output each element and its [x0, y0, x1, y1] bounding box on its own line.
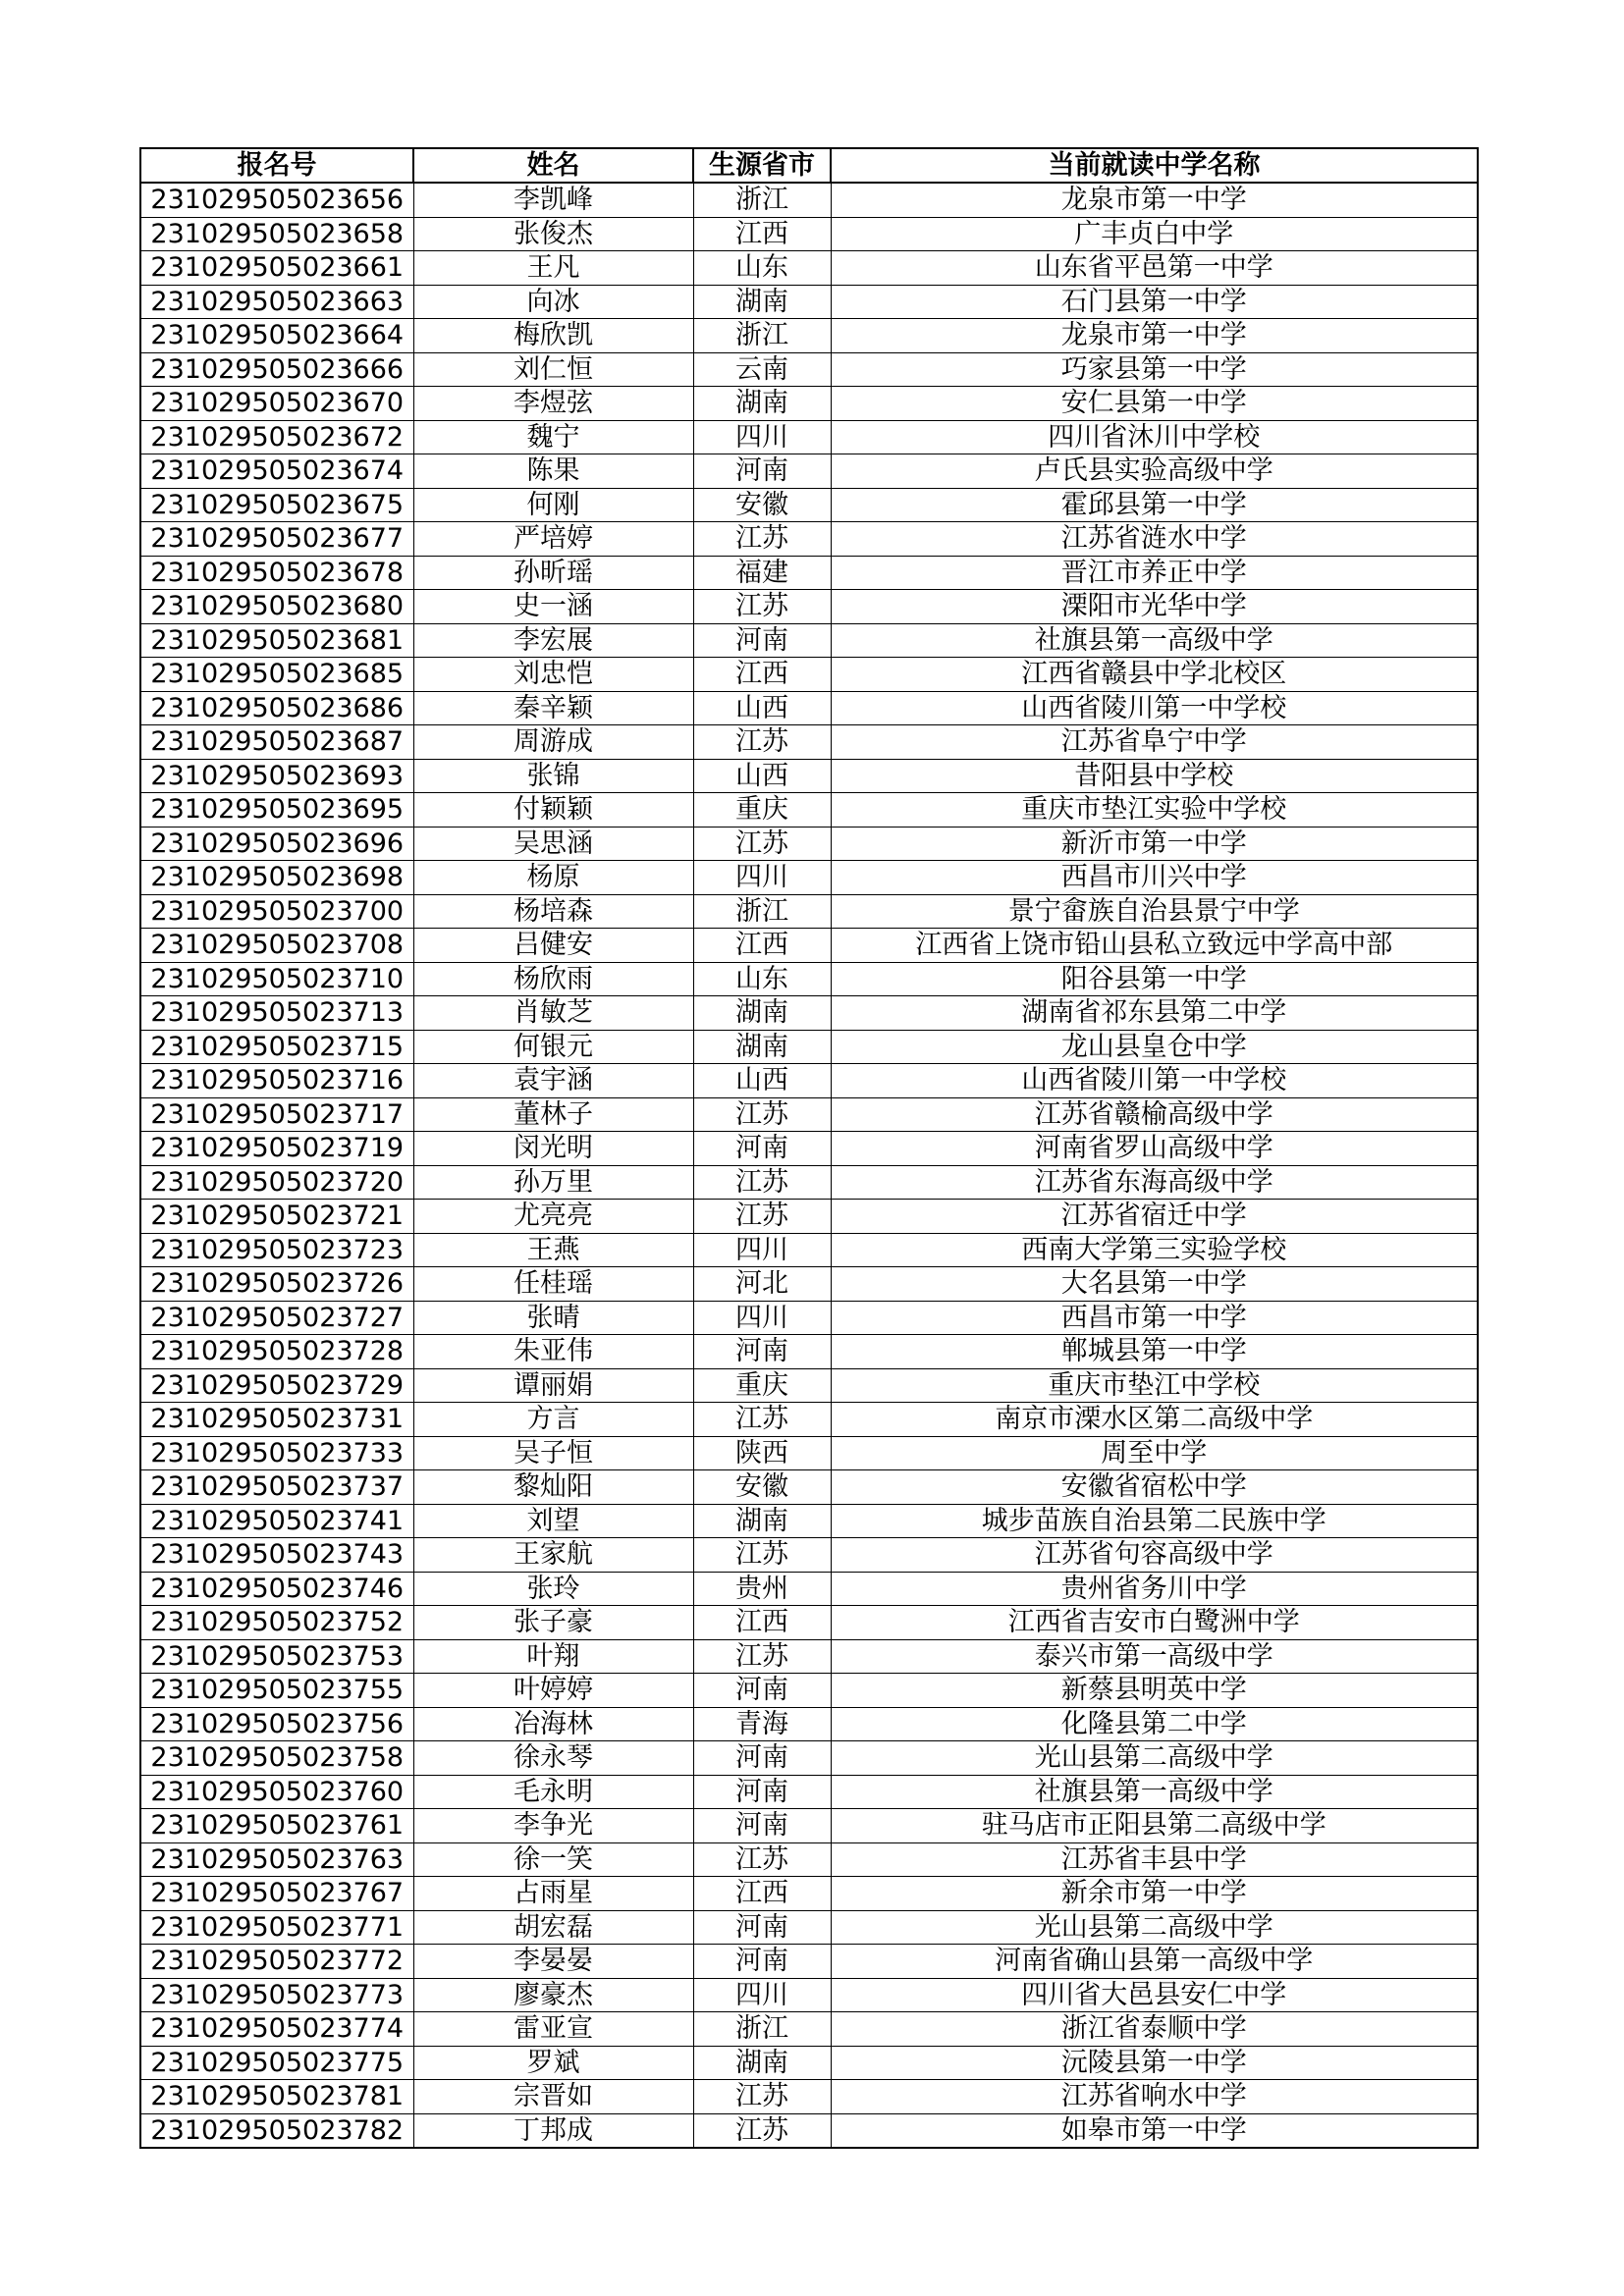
registration-number-cell: 231029505023782 — [140, 2113, 413, 2148]
name-cell: 朱亚伟 — [413, 1335, 693, 1369]
table-row — [140, 793, 1478, 828]
school-cell: 重庆市垫江实验中学校 — [831, 793, 1478, 828]
registration-number-cell: 231029505023720 — [140, 1165, 413, 1200]
school-cell: 西南大学第三实验学校 — [831, 1233, 1478, 1267]
name-cell: 陈果 — [413, 454, 693, 489]
name-cell: 李凯峰 — [413, 183, 693, 217]
registration-number-cell: 231029505023708 — [140, 929, 413, 963]
table-row — [140, 996, 1478, 1031]
province-cell: 浙江 — [693, 2012, 831, 2047]
name-cell: 史一涵 — [413, 590, 693, 624]
registration-number-cell: 231029505023731 — [140, 1403, 413, 1437]
school-cell: 江苏省涟水中学 — [831, 522, 1478, 557]
province-cell: 浙江 — [693, 894, 831, 929]
province-cell: 河南 — [693, 1910, 831, 1945]
table-row — [140, 1741, 1478, 1776]
province-cell: 河南 — [693, 1945, 831, 1979]
table-row — [140, 1945, 1478, 1979]
table-row — [140, 1606, 1478, 1640]
name-cell: 孙万里 — [413, 1165, 693, 1200]
registration-number-cell: 231029505023693 — [140, 759, 413, 793]
name-cell: 方言 — [413, 1403, 693, 1437]
province-cell: 河南 — [693, 454, 831, 489]
registration-number-cell: 231029505023696 — [140, 827, 413, 861]
name-cell: 王燕 — [413, 1233, 693, 1267]
name-cell: 张玲 — [413, 1572, 693, 1606]
province-cell: 湖南 — [693, 1030, 831, 1064]
name-cell: 杨培森 — [413, 894, 693, 929]
school-cell: 龙泉市第一中学 — [831, 319, 1478, 353]
registration-number-cell: 231029505023672 — [140, 420, 413, 454]
registration-number-cell: 231029505023761 — [140, 1809, 413, 1843]
table-row — [140, 623, 1478, 658]
name-cell: 梅欣凯 — [413, 319, 693, 353]
table-row — [140, 1978, 1478, 2012]
table-row — [140, 2080, 1478, 2114]
province-cell: 江苏 — [693, 522, 831, 557]
name-cell: 袁宇涵 — [413, 1064, 693, 1098]
province-cell: 江西 — [693, 1606, 831, 1640]
school-cell: 卢氏县实验高级中学 — [831, 454, 1478, 489]
name-cell: 廖豪杰 — [413, 1978, 693, 2012]
province-cell: 江苏 — [693, 725, 831, 760]
table-row — [140, 1064, 1478, 1098]
table-row — [140, 285, 1478, 319]
name-cell: 刘望 — [413, 1504, 693, 1538]
registration-number-cell: 231029505023658 — [140, 217, 413, 251]
table-row — [140, 1233, 1478, 1267]
registration-number-cell: 231029505023721 — [140, 1200, 413, 1234]
registration-number-cell: 231029505023743 — [140, 1538, 413, 1573]
province-cell: 山西 — [693, 691, 831, 725]
school-cell: 河南省确山县第一高级中学 — [831, 1945, 1478, 1979]
province-cell: 江苏 — [693, 1097, 831, 1132]
registration-number-cell: 231029505023733 — [140, 1436, 413, 1470]
name-cell: 杨原 — [413, 861, 693, 895]
name-cell: 张晴 — [413, 1301, 693, 1335]
table-row — [140, 1775, 1478, 1809]
table-row — [140, 1335, 1478, 1369]
province-cell: 江苏 — [693, 1639, 831, 1674]
registration-number-cell: 231029505023677 — [140, 522, 413, 557]
province-cell: 湖南 — [693, 387, 831, 421]
province-cell: 河南 — [693, 1809, 831, 1843]
table-row — [140, 1132, 1478, 1166]
table-row — [140, 1809, 1478, 1843]
province-cell: 河南 — [693, 1775, 831, 1809]
name-cell: 徐一笑 — [413, 1842, 693, 1877]
registration-number-cell: 231029505023698 — [140, 861, 413, 895]
name-cell: 叶翔 — [413, 1639, 693, 1674]
table-row — [140, 894, 1478, 929]
school-cell: 昔阳县中学校 — [831, 759, 1478, 793]
header-registration-number: 报名号 — [140, 148, 413, 183]
name-cell: 李煜弦 — [413, 387, 693, 421]
school-cell: 西昌市川兴中学 — [831, 861, 1478, 895]
name-cell: 张子豪 — [413, 1606, 693, 1640]
registration-number-cell: 231029505023700 — [140, 894, 413, 929]
province-cell: 安徽 — [693, 488, 831, 522]
province-cell: 河南 — [693, 623, 831, 658]
province-cell: 湖南 — [693, 1504, 831, 1538]
registration-number-cell: 231029505023713 — [140, 996, 413, 1031]
table-row — [140, 183, 1478, 217]
school-cell: 江苏省宿迁中学 — [831, 1200, 1478, 1234]
table-row — [140, 1572, 1478, 1606]
school-cell: 安徽省宿松中学 — [831, 1470, 1478, 1505]
table-row — [140, 1910, 1478, 1945]
school-cell: 江苏省阜宁中学 — [831, 725, 1478, 760]
school-cell: 浙江省泰顺中学 — [831, 2012, 1478, 2047]
name-cell: 付颖颖 — [413, 793, 693, 828]
registration-number-cell: 231029505023758 — [140, 1741, 413, 1776]
registration-number-cell: 231029505023767 — [140, 1877, 413, 1911]
name-cell: 周游成 — [413, 725, 693, 760]
province-cell: 河北 — [693, 1267, 831, 1302]
province-cell: 江西 — [693, 1877, 831, 1911]
header-name: 姓名 — [413, 148, 693, 183]
registration-number-cell: 231029505023727 — [140, 1301, 413, 1335]
table-row — [140, 1030, 1478, 1064]
registration-number-cell: 231029505023675 — [140, 488, 413, 522]
name-cell: 魏宁 — [413, 420, 693, 454]
name-cell: 雷亚宣 — [413, 2012, 693, 2047]
registration-number-cell: 231029505023680 — [140, 590, 413, 624]
name-cell: 肖敏芝 — [413, 996, 693, 1031]
school-cell: 贵州省务川中学 — [831, 1572, 1478, 1606]
table-row — [140, 1301, 1478, 1335]
registration-number-cell: 231029505023756 — [140, 1707, 413, 1741]
school-cell: 西昌市第一中学 — [831, 1301, 1478, 1335]
province-cell: 山西 — [693, 759, 831, 793]
table-row — [140, 1504, 1478, 1538]
province-cell: 江苏 — [693, 2080, 831, 2114]
name-cell: 徐永琴 — [413, 1741, 693, 1776]
name-cell: 秦辛颖 — [413, 691, 693, 725]
table-row — [140, 1165, 1478, 1200]
province-cell: 浙江 — [693, 319, 831, 353]
name-cell: 谭丽娟 — [413, 1368, 693, 1403]
province-cell: 湖南 — [693, 285, 831, 319]
province-cell: 江苏 — [693, 1842, 831, 1877]
school-cell: 江西省吉安市白鹭洲中学 — [831, 1606, 1478, 1640]
province-cell: 云南 — [693, 352, 831, 387]
registration-number-cell: 231029505023717 — [140, 1097, 413, 1132]
school-cell: 江苏省丰县中学 — [831, 1842, 1478, 1877]
school-cell: 江苏省赣榆高级中学 — [831, 1097, 1478, 1132]
name-cell: 叶婷婷 — [413, 1674, 693, 1708]
table-row — [140, 1436, 1478, 1470]
registration-number-cell: 231029505023664 — [140, 319, 413, 353]
name-cell: 孙昕瑶 — [413, 556, 693, 590]
province-cell: 陕西 — [693, 1436, 831, 1470]
school-cell: 社旗县第一高级中学 — [831, 623, 1478, 658]
name-cell: 丁邦成 — [413, 2113, 693, 2148]
registration-number-cell: 231029505023737 — [140, 1470, 413, 1505]
table-row — [140, 1267, 1478, 1302]
province-cell: 江苏 — [693, 1538, 831, 1573]
registration-number-cell: 231029505023685 — [140, 658, 413, 692]
province-cell: 浙江 — [693, 183, 831, 217]
school-cell: 山西省陵川第一中学校 — [831, 691, 1478, 725]
school-cell: 大名县第一中学 — [831, 1267, 1478, 1302]
registration-number-cell: 231029505023760 — [140, 1775, 413, 1809]
province-cell: 河南 — [693, 1335, 831, 1369]
province-cell: 江西 — [693, 929, 831, 963]
name-cell: 毛永明 — [413, 1775, 693, 1809]
registration-number-cell: 231029505023746 — [140, 1572, 413, 1606]
table-row — [140, 522, 1478, 557]
province-cell: 贵州 — [693, 1572, 831, 1606]
registration-number-cell: 231029505023687 — [140, 725, 413, 760]
name-cell: 王凡 — [413, 251, 693, 286]
school-cell: 景宁畲族自治县景宁中学 — [831, 894, 1478, 929]
school-cell: 光山县第二高级中学 — [831, 1741, 1478, 1776]
province-cell: 重庆 — [693, 793, 831, 828]
registration-number-cell: 231029505023755 — [140, 1674, 413, 1708]
school-cell: 如皋市第一中学 — [831, 2113, 1478, 2148]
school-cell: 沅陵县第一中学 — [831, 2046, 1478, 2080]
table-row — [140, 1368, 1478, 1403]
registration-number-cell: 231029505023681 — [140, 623, 413, 658]
name-cell: 胡宏磊 — [413, 1910, 693, 1945]
table-row — [140, 1538, 1478, 1573]
name-cell: 张锦 — [413, 759, 693, 793]
registration-number-cell: 231029505023753 — [140, 1639, 413, 1674]
table-row — [140, 590, 1478, 624]
table-row — [140, 827, 1478, 861]
name-cell: 占雨星 — [413, 1877, 693, 1911]
school-cell: 山西省陵川第一中学校 — [831, 1064, 1478, 1098]
table-row — [140, 1403, 1478, 1437]
school-cell: 南京市溧水区第二高级中学 — [831, 1403, 1478, 1437]
province-cell: 河南 — [693, 1741, 831, 1776]
school-cell: 石门县第一中学 — [831, 285, 1478, 319]
province-cell: 湖南 — [693, 996, 831, 1031]
school-cell: 晋江市养正中学 — [831, 556, 1478, 590]
school-cell: 新沂市第一中学 — [831, 827, 1478, 861]
header-school: 当前就读中学名称 — [831, 148, 1478, 183]
table-row — [140, 217, 1478, 251]
name-cell: 吴思涵 — [413, 827, 693, 861]
table-row — [140, 658, 1478, 692]
table-body — [140, 183, 1478, 2148]
school-cell: 周至中学 — [831, 1436, 1478, 1470]
school-cell: 社旗县第一高级中学 — [831, 1775, 1478, 1809]
name-cell: 黎灿阳 — [413, 1470, 693, 1505]
name-cell: 严培婷 — [413, 522, 693, 557]
province-cell: 山西 — [693, 1064, 831, 1098]
province-cell: 安徽 — [693, 1470, 831, 1505]
name-cell: 吴子恒 — [413, 1436, 693, 1470]
table-row — [140, 488, 1478, 522]
registration-number-cell: 231029505023666 — [140, 352, 413, 387]
table-row — [140, 1707, 1478, 1741]
name-cell: 何刚 — [413, 488, 693, 522]
school-cell: 新余市第一中学 — [831, 1877, 1478, 1911]
roster-table — [139, 147, 1479, 2149]
name-cell: 冶海林 — [413, 1707, 693, 1741]
table-row — [140, 2113, 1478, 2148]
name-cell: 宗晋如 — [413, 2080, 693, 2114]
table-row — [140, 1097, 1478, 1132]
table-row — [140, 319, 1478, 353]
province-cell: 江苏 — [693, 827, 831, 861]
registration-number-cell: 231029505023674 — [140, 454, 413, 489]
registration-number-cell: 231029505023775 — [140, 2046, 413, 2080]
province-cell: 河南 — [693, 1132, 831, 1166]
name-cell: 刘忠恺 — [413, 658, 693, 692]
registration-number-cell: 231029505023661 — [140, 251, 413, 286]
province-cell: 河南 — [693, 1674, 831, 1708]
name-cell: 李争光 — [413, 1809, 693, 1843]
registration-number-cell: 231029505023774 — [140, 2012, 413, 2047]
province-cell: 江苏 — [693, 1200, 831, 1234]
school-cell: 河南省罗山高级中学 — [831, 1132, 1478, 1166]
table-row — [140, 1639, 1478, 1674]
table-row — [140, 352, 1478, 387]
name-cell: 刘仁恒 — [413, 352, 693, 387]
province-cell: 四川 — [693, 1301, 831, 1335]
school-cell: 广丰贞白中学 — [831, 217, 1478, 251]
registration-number-cell: 231029505023719 — [140, 1132, 413, 1166]
school-cell: 城步苗族自治县第二民族中学 — [831, 1504, 1478, 1538]
name-cell: 董林子 — [413, 1097, 693, 1132]
province-cell: 山东 — [693, 251, 831, 286]
registration-number-cell: 231029505023656 — [140, 183, 413, 217]
province-cell: 山东 — [693, 962, 831, 996]
name-cell: 吕健安 — [413, 929, 693, 963]
name-cell: 王家航 — [413, 1538, 693, 1573]
name-cell: 向冰 — [413, 285, 693, 319]
registration-number-cell: 231029505023752 — [140, 1606, 413, 1640]
header-province: 生源省市 — [693, 148, 831, 183]
school-cell: 霍邱县第一中学 — [831, 488, 1478, 522]
table-header — [140, 148, 1478, 183]
school-cell: 江西省上饶市铅山县私立致远中学高中部 — [831, 929, 1478, 963]
school-cell: 四川省沐川中学校 — [831, 420, 1478, 454]
registration-number-cell: 231029505023715 — [140, 1030, 413, 1064]
school-cell: 山东省平邑第一中学 — [831, 251, 1478, 286]
table-row — [140, 691, 1478, 725]
school-cell: 泰兴市第一高级中学 — [831, 1639, 1478, 1674]
registration-number-cell: 231029505023763 — [140, 1842, 413, 1877]
table-row — [140, 725, 1478, 760]
province-cell: 四川 — [693, 1233, 831, 1267]
name-cell: 张俊杰 — [413, 217, 693, 251]
school-cell: 化隆县第二中学 — [831, 1707, 1478, 1741]
province-cell: 江西 — [693, 658, 831, 692]
province-cell: 福建 — [693, 556, 831, 590]
table-row — [140, 1674, 1478, 1708]
table-row — [140, 861, 1478, 895]
school-cell: 光山县第二高级中学 — [831, 1910, 1478, 1945]
province-cell: 青海 — [693, 1707, 831, 1741]
table-row — [140, 454, 1478, 489]
province-cell: 四川 — [693, 420, 831, 454]
school-cell: 溧阳市光华中学 — [831, 590, 1478, 624]
name-cell: 何银元 — [413, 1030, 693, 1064]
registration-number-cell: 231029505023781 — [140, 2080, 413, 2114]
table-row — [140, 929, 1478, 963]
registration-number-cell: 231029505023663 — [140, 285, 413, 319]
province-cell: 江苏 — [693, 2113, 831, 2148]
name-cell: 尤亮亮 — [413, 1200, 693, 1234]
name-cell: 罗斌 — [413, 2046, 693, 2080]
table-row — [140, 387, 1478, 421]
registration-number-cell: 231029505023726 — [140, 1267, 413, 1302]
school-cell: 阳谷县第一中学 — [831, 962, 1478, 996]
table-row — [140, 1200, 1478, 1234]
province-cell: 江西 — [693, 217, 831, 251]
name-cell: 李晏晏 — [413, 1945, 693, 1979]
table-row — [140, 759, 1478, 793]
school-cell: 江苏省响水中学 — [831, 2080, 1478, 2114]
school-cell: 新蔡县明英中学 — [831, 1674, 1478, 1708]
header-row — [140, 148, 1478, 183]
table-row — [140, 1877, 1478, 1911]
registration-number-cell: 231029505023695 — [140, 793, 413, 828]
name-cell: 任桂瑶 — [413, 1267, 693, 1302]
school-cell: 龙泉市第一中学 — [831, 183, 1478, 217]
province-cell: 湖南 — [693, 2046, 831, 2080]
registration-number-cell: 231029505023741 — [140, 1504, 413, 1538]
registration-number-cell: 231029505023771 — [140, 1910, 413, 1945]
province-cell: 四川 — [693, 1978, 831, 2012]
table-row — [140, 556, 1478, 590]
school-cell: 江苏省句容高级中学 — [831, 1538, 1478, 1573]
school-cell: 江西省赣县中学北校区 — [831, 658, 1478, 692]
school-cell: 巧家县第一中学 — [831, 352, 1478, 387]
table-row — [140, 251, 1478, 286]
registration-number-cell: 231029505023716 — [140, 1064, 413, 1098]
table-row — [140, 2012, 1478, 2047]
school-cell: 安仁县第一中学 — [831, 387, 1478, 421]
school-cell: 江苏省东海高级中学 — [831, 1165, 1478, 1200]
province-cell: 江苏 — [693, 590, 831, 624]
table-row — [140, 2046, 1478, 2080]
table-row — [140, 1470, 1478, 1505]
province-cell: 江苏 — [693, 1165, 831, 1200]
registration-number-cell: 231029505023723 — [140, 1233, 413, 1267]
registration-number-cell: 231029505023773 — [140, 1978, 413, 2012]
province-cell: 江苏 — [693, 1403, 831, 1437]
table-row — [140, 420, 1478, 454]
registration-number-cell: 231029505023728 — [140, 1335, 413, 1369]
name-cell: 李宏展 — [413, 623, 693, 658]
province-cell: 重庆 — [693, 1368, 831, 1403]
school-cell: 驻马店市正阳县第二高级中学 — [831, 1809, 1478, 1843]
name-cell: 闵光明 — [413, 1132, 693, 1166]
registration-number-cell: 231029505023678 — [140, 556, 413, 590]
province-cell: 四川 — [693, 861, 831, 895]
school-cell: 龙山县皇仓中学 — [831, 1030, 1478, 1064]
registration-number-cell: 231029505023729 — [140, 1368, 413, 1403]
registration-number-cell: 231029505023772 — [140, 1945, 413, 1979]
registration-number-cell: 231029505023710 — [140, 962, 413, 996]
school-cell: 湖南省祁东县第二中学 — [831, 996, 1478, 1031]
school-cell: 郸城县第一中学 — [831, 1335, 1478, 1369]
registration-number-cell: 231029505023686 — [140, 691, 413, 725]
table-row — [140, 962, 1478, 996]
school-cell: 四川省大邑县安仁中学 — [831, 1978, 1478, 2012]
registration-number-cell: 231029505023670 — [140, 387, 413, 421]
table-row — [140, 1842, 1478, 1877]
name-cell: 杨欣雨 — [413, 962, 693, 996]
school-cell: 重庆市垫江中学校 — [831, 1368, 1478, 1403]
